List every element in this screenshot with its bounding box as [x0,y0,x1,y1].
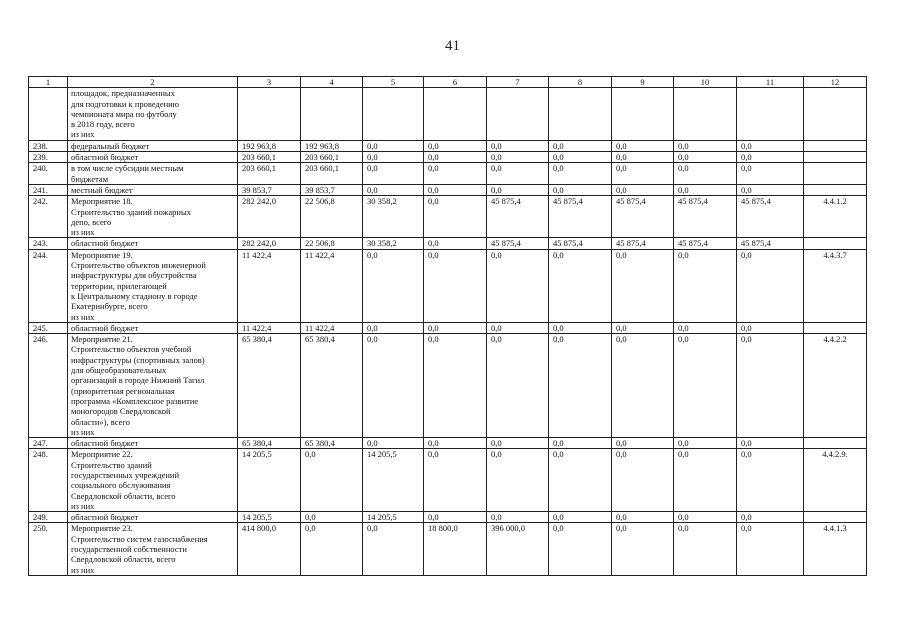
cell-year-2019: 0,0 [549,152,612,163]
cell-year-2022: 45 875,4 [737,196,804,238]
cell-year-2022: 0,0 [737,140,804,151]
cell-year-2018: 0,0 [487,140,549,151]
column-header-year-2017: 6 [424,77,487,88]
cell-year-2017: 0,0 [424,449,487,512]
cell-year-2021: 45 875,4 [674,238,737,249]
cell-year-2022: 45 875,4 [737,238,804,249]
cell-total: 414 800,0 [238,523,301,575]
cell-target-ref [804,322,867,333]
column-header-total: 3 [238,77,301,88]
cell-year-2021: 0,0 [674,438,737,449]
column-header-year-2022: 11 [737,77,804,88]
cell-year-2020: 0,0 [612,449,674,512]
cell-row-number: 242. [29,196,68,238]
cell-year-2016: 0,0 [363,334,424,438]
column-header-target-ref: 12 [804,77,867,88]
cell-year-2019: 0,0 [549,438,612,449]
cell-year-2019: 0,0 [549,322,612,333]
cell-year-2018: 0,0 [487,184,549,195]
cell-year-2019: 0,0 [549,140,612,151]
cell-row-number: 239. [29,152,68,163]
cell-target-ref: 4.4.2.2 [804,334,867,438]
cell-year-2017: 18 800,0 [424,523,487,575]
cell-row-number: 247. [29,438,68,449]
cell-year-2016: 0,0 [363,152,424,163]
cell-target-ref: 4.4.2.9. [804,449,867,512]
cell-year-2020 [612,88,674,140]
cell-year-2021: 0,0 [674,512,737,523]
cell-year-2021: 0,0 [674,523,737,575]
cell-year-2018: 0,0 [487,152,549,163]
cell-year-2020: 0,0 [612,152,674,163]
cell-year-2017: 0,0 [424,238,487,249]
cell-target-ref [804,140,867,151]
cell-description: областной бюджет [68,152,238,163]
cell-year-2016: 0,0 [363,140,424,151]
cell-row-number: 246. [29,334,68,438]
cell-year-2016: 30 358,2 [363,238,424,249]
cell-year-2020: 45 875,4 [612,238,674,249]
cell-year-2016: 0,0 [363,438,424,449]
table-row [29,184,867,195]
cell-year-2021: 0,0 [674,449,737,512]
cell-target-ref: 4.4.1.2 [804,196,867,238]
page-number: 41 [445,38,460,54]
cell-row-number: 248. [29,449,68,512]
cell-year-2021: 0,0 [674,163,737,185]
cell-year-2019: 0,0 [549,523,612,575]
cell-year-2016: 0,0 [363,322,424,333]
cell-total: 65 380,4 [238,438,301,449]
cell-description: Мероприятие 19. Строительство объектов инженерной инфраструктуры для обустройства территории, прилегающей к Центральному стадиону в городе Екатеринбурге, всего из них [68,249,238,322]
cell-total [238,88,301,140]
cell-description: областной бюджет [68,438,238,449]
cell-year-2021 [674,88,737,140]
table-row [29,152,867,163]
cell-year-2015: 22 506,8 [301,196,363,238]
table-row [29,249,867,322]
cell-year-2019: 0,0 [549,249,612,322]
column-header-year-2019: 8 [549,77,612,88]
table-row [29,334,867,438]
cell-year-2019: 0,0 [549,334,612,438]
cell-total: 65 380,4 [238,334,301,438]
cell-year-2019 [549,88,612,140]
cell-description: Мероприятие 22. Строительство зданий государственных учреждений социального обслуживания Свердловской области, всего из них [68,449,238,512]
cell-year-2018: 0,0 [487,449,549,512]
cell-year-2017: 0,0 [424,152,487,163]
cell-year-2019: 0,0 [549,449,612,512]
cell-row-number: 243. [29,238,68,249]
cell-year-2022: 0,0 [737,163,804,185]
column-header-description: 2 [68,77,238,88]
cell-target-ref: 4.4.3.7 [804,249,867,322]
cell-year-2021: 0,0 [674,140,737,151]
cell-year-2019: 45 875,4 [549,196,612,238]
cell-target-ref [804,512,867,523]
cell-year-2022: 0,0 [737,152,804,163]
cell-year-2017: 0,0 [424,249,487,322]
cell-year-2018: 0,0 [487,438,549,449]
cell-year-2022: 0,0 [737,438,804,449]
cell-year-2015: 22 506,8 [301,238,363,249]
cell-year-2020: 0,0 [612,184,674,195]
cell-year-2015: 0,0 [301,523,363,575]
table-header-row [29,77,867,88]
cell-total: 14 205,5 [238,449,301,512]
cell-year-2015: 203 660,1 [301,163,363,185]
cell-description: Мероприятие 18. Строительство зданий пожарных депо, всего из них [68,196,238,238]
cell-year-2022: 0,0 [737,523,804,575]
cell-description: местный бюджет [68,184,238,195]
cell-year-2015: 65 380,4 [301,334,363,438]
cell-description: Мероприятие 23. Строительство систем газоснабжения государственной собственности Свердловской области, всего из них [68,523,238,575]
cell-year-2016: 0,0 [363,523,424,575]
cell-year-2016: 0,0 [363,184,424,195]
cell-year-2017: 0,0 [424,163,487,185]
cell-year-2015: 39 853,7 [301,184,363,195]
cell-year-2018: 45 875,4 [487,238,549,249]
table-row [29,523,867,575]
cell-row-number: 240. [29,163,68,185]
cell-year-2022: 0,0 [737,334,804,438]
table-row [29,512,867,523]
cell-year-2017: 0,0 [424,334,487,438]
cell-year-2015: 0,0 [301,449,363,512]
cell-description: в том числе субсидии местным бюджетам [68,163,238,185]
cell-total: 203 660,1 [238,163,301,185]
cell-year-2017 [424,88,487,140]
cell-year-2021: 0,0 [674,184,737,195]
cell-year-2022: 0,0 [737,322,804,333]
cell-year-2018: 0,0 [487,512,549,523]
cell-target-ref [804,438,867,449]
budget-table [28,76,867,576]
cell-description: областной бюджет [68,322,238,333]
cell-year-2017: 0,0 [424,140,487,151]
cell-row-number: 244. [29,249,68,322]
column-header-row-number: 1 [29,77,68,88]
cell-year-2019: 0,0 [549,184,612,195]
table-row [29,88,867,140]
cell-target-ref [804,88,867,140]
table-row [29,238,867,249]
cell-year-2021: 0,0 [674,249,737,322]
cell-target-ref [804,238,867,249]
cell-year-2018: 0,0 [487,334,549,438]
cell-row-number: 245. [29,322,68,333]
cell-year-2018 [487,88,549,140]
column-header-year-2015: 4 [301,77,363,88]
cell-year-2018: 0,0 [487,322,549,333]
cell-target-ref [804,152,867,163]
table-row [29,438,867,449]
table-row [29,322,867,333]
cell-year-2016: 14 205,5 [363,512,424,523]
cell-year-2016: 0,0 [363,249,424,322]
cell-year-2020: 0,0 [612,249,674,322]
table-row [29,449,867,512]
cell-row-number: 250. [29,523,68,575]
cell-year-2021: 0,0 [674,334,737,438]
cell-year-2016 [363,88,424,140]
cell-year-2018: 0,0 [487,249,549,322]
cell-description: федеральный бюджет [68,140,238,151]
cell-year-2020: 0,0 [612,322,674,333]
cell-year-2020: 0,0 [612,512,674,523]
cell-row-number: 249. [29,512,68,523]
cell-year-2021: 0,0 [674,322,737,333]
cell-year-2020: 0,0 [612,163,674,185]
cell-total: 11 422,4 [238,249,301,322]
cell-year-2018: 0,0 [487,163,549,185]
cell-year-2017: 0,0 [424,438,487,449]
cell-year-2018: 396 000,0 [487,523,549,575]
cell-year-2015: 65 380,4 [301,438,363,449]
cell-year-2016: 0,0 [363,163,424,185]
cell-target-ref: 4.4.1.3 [804,523,867,575]
cell-year-2021: 0,0 [674,152,737,163]
cell-year-2017: 0,0 [424,512,487,523]
cell-description: областной бюджет [68,512,238,523]
cell-row-number: 241. [29,184,68,195]
cell-year-2017: 0,0 [424,184,487,195]
cell-year-2020: 0,0 [612,523,674,575]
cell-row-number [29,88,68,140]
cell-year-2020: 0,0 [612,140,674,151]
cell-row-number: 238. [29,140,68,151]
cell-target-ref [804,163,867,185]
cell-year-2016: 14 205,5 [363,449,424,512]
cell-year-2022: 0,0 [737,512,804,523]
table-row [29,140,867,151]
cell-total: 282 242,0 [238,196,301,238]
cell-year-2021: 45 875,4 [674,196,737,238]
cell-year-2015: 203 660,1 [301,152,363,163]
cell-total: 14 205,5 [238,512,301,523]
cell-year-2018: 45 875,4 [487,196,549,238]
cell-year-2022: 0,0 [737,449,804,512]
cell-total: 282 242,0 [238,238,301,249]
cell-year-2015: 11 422,4 [301,249,363,322]
cell-year-2015 [301,88,363,140]
cell-total: 11 422,4 [238,322,301,333]
cell-year-2015: 0,0 [301,512,363,523]
cell-year-2020: 45 875,4 [612,196,674,238]
cell-year-2022: 0,0 [737,184,804,195]
cell-year-2017: 0,0 [424,196,487,238]
column-header-year-2021: 10 [674,77,737,88]
column-header-year-2016: 5 [363,77,424,88]
cell-year-2019: 0,0 [549,163,612,185]
cell-description: площадок, предназначенных для подготовки к проведению чемпионата мира по футболу в 2018 году, всего из них [68,88,238,140]
cell-total: 203 660,1 [238,152,301,163]
cell-description: Мероприятие 21. Строительство объектов учебной инфраструктуры (спортивных залов) для общеобразовательных организаций в городе Нижний Тагил (приоритетная региональная программа «Комплексное развитие моногородов Свердловской области»), всего из них [68,334,238,438]
cell-year-2019: 45 875,4 [549,238,612,249]
cell-year-2016: 30 358,2 [363,196,424,238]
cell-year-2015: 11 422,4 [301,322,363,333]
cell-year-2022: 0,0 [737,249,804,322]
column-header-year-2018: 7 [487,77,549,88]
cell-year-2017: 0,0 [424,322,487,333]
column-header-year-2020: 9 [612,77,674,88]
cell-year-2020: 0,0 [612,334,674,438]
cell-year-2019: 0,0 [549,512,612,523]
table-row [29,163,867,185]
table-row [29,196,867,238]
cell-total: 39 853,7 [238,184,301,195]
cell-year-2015: 192 963,8 [301,140,363,151]
cell-target-ref [804,184,867,195]
cell-year-2022 [737,88,804,140]
cell-total: 192 963,8 [238,140,301,151]
cell-year-2020: 0,0 [612,438,674,449]
cell-description: областной бюджет [68,238,238,249]
